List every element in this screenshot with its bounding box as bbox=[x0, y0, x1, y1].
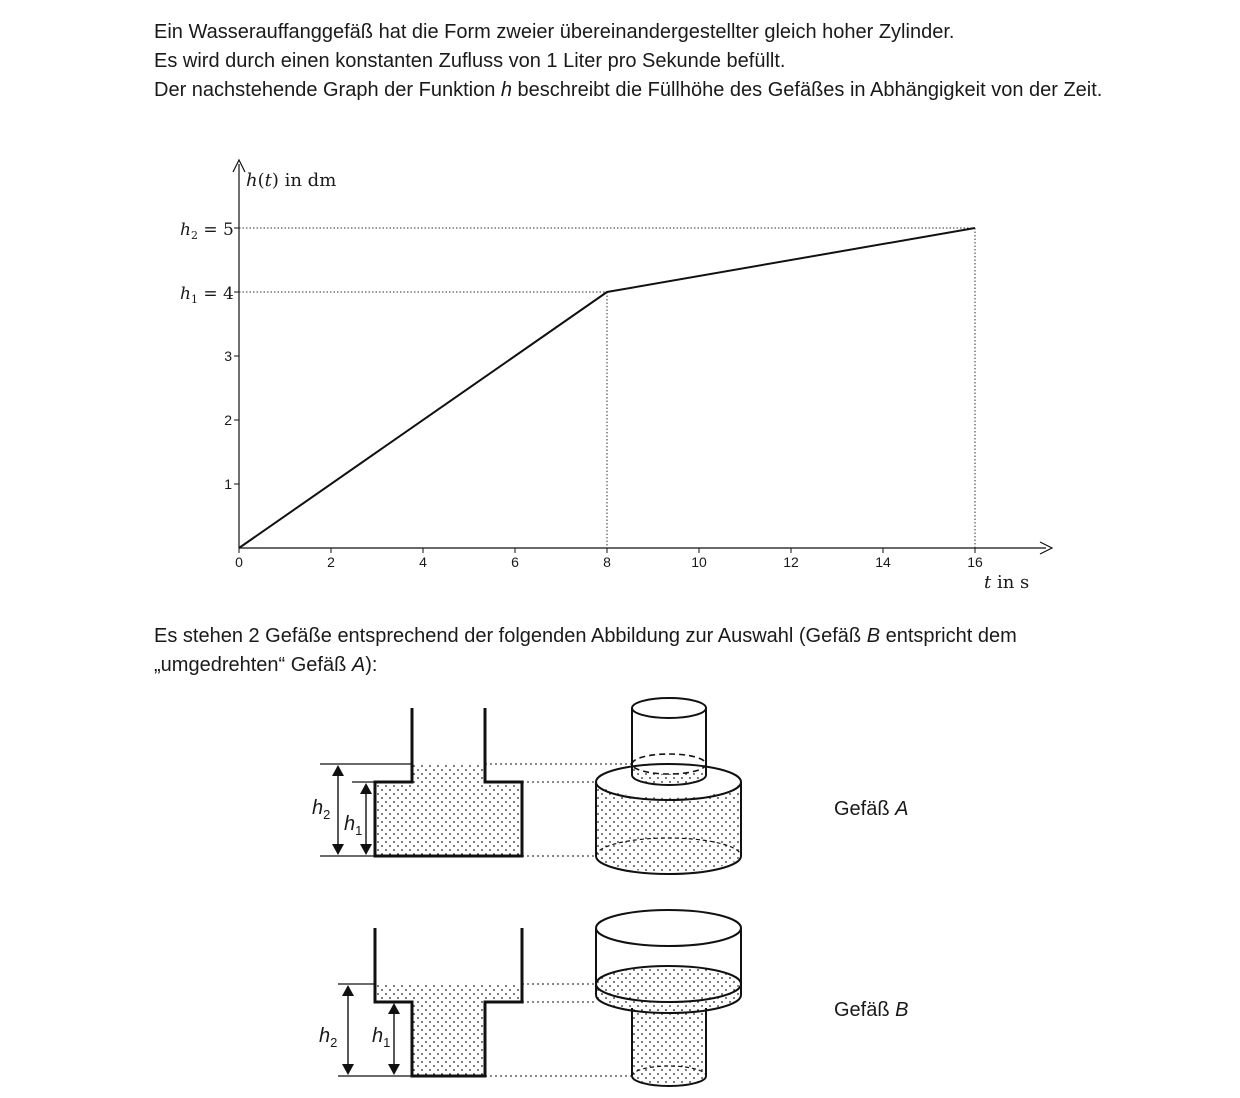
x-tick-label: 14 bbox=[875, 554, 891, 570]
intro-line-3: Der nachstehende Graph der Funktion h beschreibt die Füllhöhe des Gefäßes in Abhängigkeit von der Zeit. bbox=[154, 79, 1103, 101]
vessel-a-h2-label: $h_2$ bbox=[312, 797, 331, 822]
vessel-b-h2-label: $h_2$ bbox=[319, 1025, 338, 1050]
x-tick-label: 0 bbox=[235, 554, 243, 570]
vessel-b-caption: Gefäß B bbox=[834, 999, 909, 1021]
x-ticks bbox=[235, 548, 983, 570]
guide-lines bbox=[239, 228, 975, 548]
y-label-h1: $h_1 = 4$ bbox=[180, 284, 234, 306]
vessel-a-section bbox=[312, 708, 632, 856]
vessel-a-3d bbox=[596, 698, 741, 874]
y-tick-label: 3 bbox=[224, 348, 232, 364]
vessel-b-h1-label: $h_1$ bbox=[372, 1025, 391, 1050]
selection-line: Es stehen 2 Gefäße entsprechend der folgenden Abbildung zur Auswahl (Gefäß B entspricht dem „umgedrehten“ Gefäß A): bbox=[154, 625, 1017, 676]
x-axis-label: t in s bbox=[984, 572, 1030, 593]
vessel-a-fill bbox=[375, 764, 522, 856]
x-tick-label: 2 bbox=[327, 554, 335, 570]
x-tick-label: 8 bbox=[603, 554, 611, 570]
y-axis-label: h(t) in dm bbox=[246, 170, 337, 191]
x-tick-label: 12 bbox=[783, 554, 799, 570]
y-ticks bbox=[224, 228, 239, 492]
y-label-h2: $h_2 = 5$ bbox=[180, 220, 234, 242]
vessel-b-section bbox=[319, 928, 632, 1076]
y-tick-label: 2 bbox=[224, 412, 232, 428]
x-tick-label: 6 bbox=[511, 554, 519, 570]
vessel-a-caption: Gefäß A bbox=[834, 798, 909, 820]
y-tick-label: 1 bbox=[224, 476, 232, 492]
vessel-a-h1-label: $h_1$ bbox=[344, 813, 363, 838]
x-tick-label: 4 bbox=[419, 554, 427, 570]
intro-line-1: Ein Wasserauffanggefäß hat die Form zweier übereinandergestellter gleich hoher Zylinder. bbox=[154, 21, 955, 43]
vessel-b-3d bbox=[596, 910, 741, 1086]
intro-line-2: Es wird durch einen konstanten Zufluss von 1 Liter pro Sekunde befüllt. bbox=[154, 50, 786, 72]
x-tick-label: 10 bbox=[691, 554, 707, 570]
fill-height-chart bbox=[180, 160, 1052, 593]
vessel-b-fill bbox=[375, 984, 522, 1076]
x-tick-label: 16 bbox=[967, 554, 983, 570]
